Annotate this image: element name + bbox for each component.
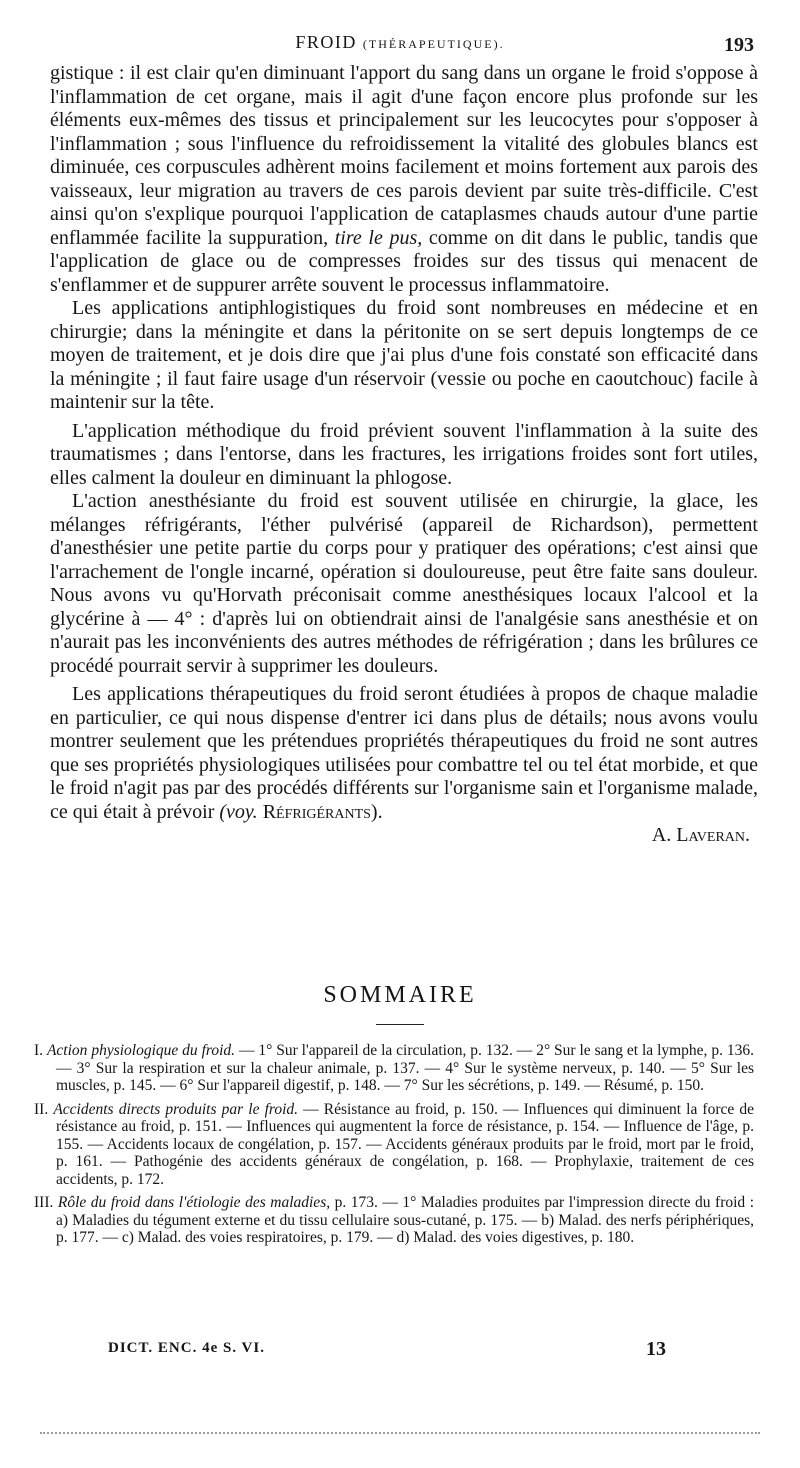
paragraph-antiphlogistic: Les applications antiphlogistiques du froid sont nombreuses en médecine et en chirurgie; dans la méningite et dans la péritonite on se sert depuis longtemps de ce moyen de traitement, et je dois dire que j'ai plus d'une fois constaté son efficacité dans la méningite ; il faut faire usage d'un réservoir (vessie ou poche en caoutchouc) facile à maintenir sur la tête. <box>50 297 758 413</box>
summary-entry-text: p. 173. — 1° Maladies produites par l'impression directe du froid : a) Maladies du tégument externe et du tissu cellulaire sous-cutané, p. 175. — b) Malad. des nerfs périphériques, p. 177. — c) Malad. des voies respiratoires, p. 179. — d) Malad. des voies digestives, p. 180. <box>56 1194 755 1246</box>
signature-mark: DICT. ENC. 4e S. VI. <box>108 1340 265 1356</box>
summary-divider <box>376 1024 424 1025</box>
summary-entry-number: II. <box>34 1100 49 1118</box>
running-title <box>0 32 800 53</box>
p5-reference: Réfrigérants). <box>262 800 383 823</box>
running-head <box>0 28 800 58</box>
summary-entry-text: — 1° Sur l'appareil de la circulation, p. 132. — 2° Sur le sang et la lymphe, p. 136. — 3° Sur la respiration et sur la chaleur animale, p. 137. — 4° Sur le système nerveux, p. 140. — 5° Sur les muscles, p. 145. — 6° Sur l'appareil digestif, p. 148. — 7° Sur les sécrétions, p. 149. — Résumé, p. 150. <box>56 1042 754 1094</box>
summary-entry-number: I. <box>34 1042 44 1059</box>
p5-voy: (voy. <box>219 800 258 823</box>
p5-text: Les applications thérapeutiques du froid seront étudiées à propos de chaque maladie en particulier, ce qui nous dispense d'entrer ici dans plus de détails; nous avons voulu montrer seulement que les prétendues propriétés thérapeutiques du froid ne sont autres que ses propriétés physiologiques utilisées pour combattre tel ou tel état morbide, et que le froid n'agit pas par des procédés différents sur l'organisme sain et l'organisme malade, ce qui était à prévoir <box>50 683 758 823</box>
p1-italic: tire le pus, <box>334 226 423 249</box>
author-signature: A. Laveran. <box>651 824 750 846</box>
p1-end: comme on dit dans le public, tandis que l'application de glace ou de compresses froides sur des tissus qui menacent de s'enflammer et de suppurer arrête souvent le processus inflammatoire. <box>50 226 759 296</box>
page-footer <box>0 1338 800 1368</box>
summary-entry-title: Accidents directs produits par le froid. <box>53 1100 299 1118</box>
summary-entry-title: Action physiologique du froid. <box>46 1042 236 1059</box>
running-title-main: FROID <box>295 32 357 52</box>
summary-entry-number: III. <box>34 1194 54 1211</box>
article-body <box>50 62 758 848</box>
p1-text: gistique : il est clair qu'en diminuant l'apport du sang dans un organe le froid s'oppose à l'inflammation de cet organe, mais il agit d'une façon encore plus profonde sur les éléments eux-mêmes des tissus et principalement sur les leucocytes pour s'opposer à l'inflammation ; sous l'influence du refroidissement la vitalité des globules blancs est diminuée, ces corpuscules adhèrent moins facilement et moins fortement aux parois des vaisseaux, leur migration au travers de ces parois devient par suite très-difficile. C'est ainsi qu'on s'explique pourquoi l'application de cataplasmes chauds autour d'une partie enflammée facilite la suppuration, <box>50 62 758 249</box>
summary-entry <box>34 1042 754 1095</box>
summary-entry <box>34 1101 754 1189</box>
paragraph-traumatism: L'application méthodique du froid prévient souvent l'inflammation à la suite des traumatismes ; dans l'entorse, dans les fractures, les irrigations froides sont fort utiles, elles calment la douleur en diminuant la phlogose. <box>50 419 758 489</box>
sheet-number: 13 <box>646 1338 666 1360</box>
paragraph-continuation <box>50 62 758 297</box>
paragraph-anesthesia: L'action anesthésiante du froid est souvent utilisée en chirurgie, la glace, les mélanges réfrigérants, l'éther pulvérisé (appareil de Richardson), permettent d'anesthésier une petite partie du corps pour y pratiquer des opérations; c'est ainsi que l'arrachement de l'ongle incarné, opération si douloureuse, peut être faite sans douleur. Nous avons vu qu'Horvath préconisait comme anesthésiques locaux l'alcool et la glycérine à — 4° : d'après lui on obtiendrait ainsi de l'analgésie sans anesthésie et on n'aurait pas les inconvénients des autres méthodes de réfrigération ; dans les brûlures ce procédé pourrait servir à supprimer les douleurs. <box>50 490 758 677</box>
paragraph-conclusion <box>50 683 758 824</box>
page-number: 193 <box>724 34 754 56</box>
summary-entry-text: — Résistance au froid, p. 150. — Influences qui diminuent la force de résistance au froid, p. 151. — Influences qui augmentent la force de résistance, p. 154. — Influence de l'âge, p. 155. — Accidents locaux de congélation, p. 157. — Accidents généraux produits par le froid, mort par le froid, p. 161. — Pathogénie des accidents généraux de congélation, p. 168. — Prophylaxie, traitement de ces accidents, p. 172. <box>56 1100 755 1188</box>
running-title-sub: (THÉRAPEUTIQUE). <box>362 37 505 51</box>
bottom-scan-artifact <box>40 1432 760 1434</box>
summary-entry <box>34 1194 754 1247</box>
summary-heading: SOMMAIRE <box>323 982 477 1008</box>
summary-entry-title: Rôle du froid dans l'étiologie des maladies, <box>57 1194 331 1211</box>
summary-list <box>34 1042 754 1253</box>
